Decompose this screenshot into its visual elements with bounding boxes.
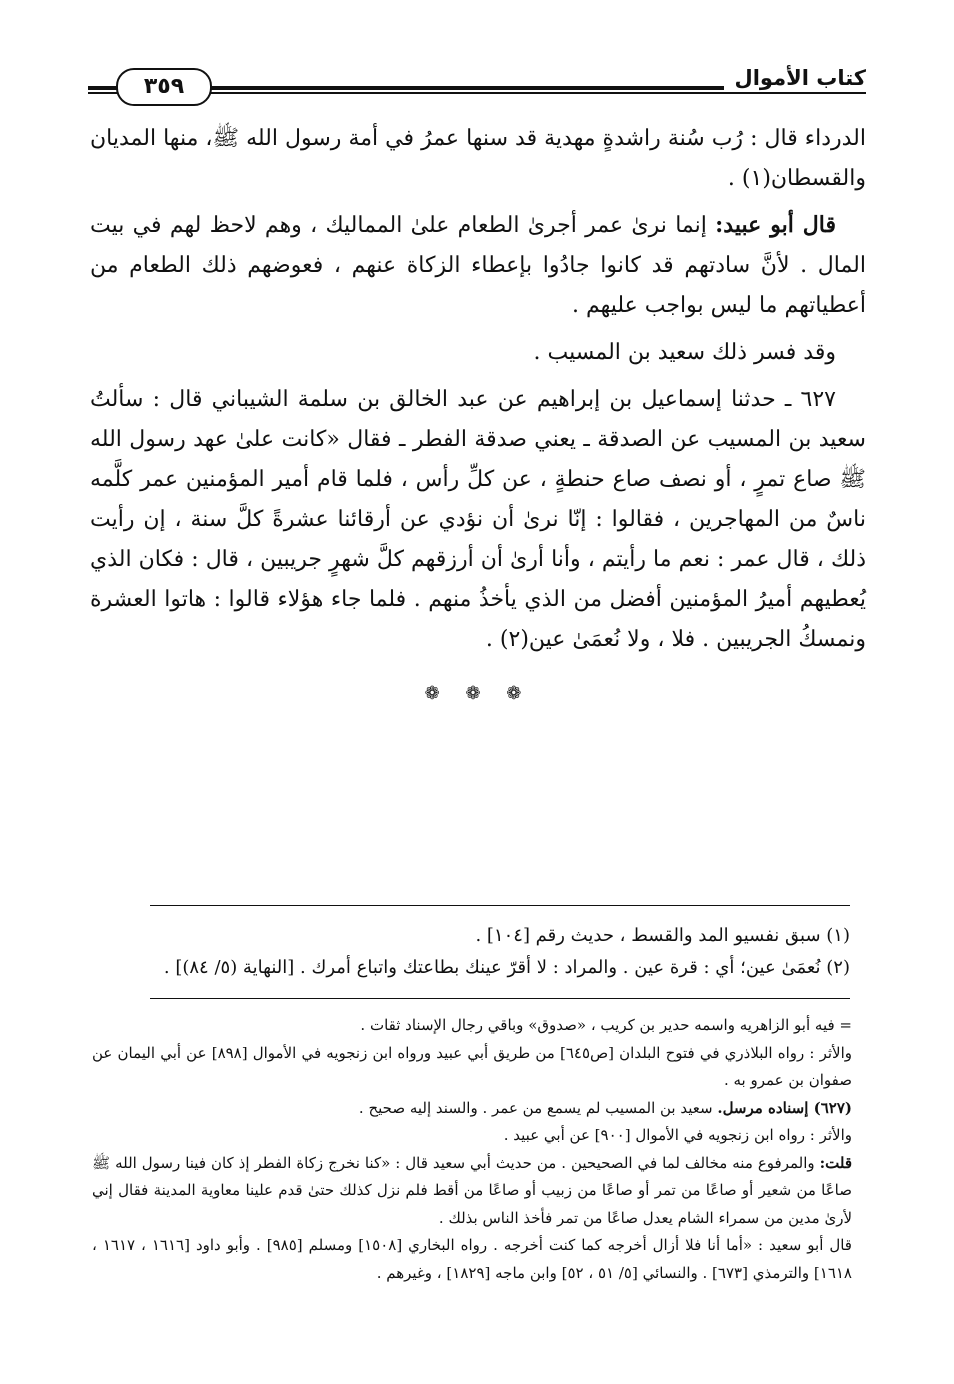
- paragraph-4: [90, 379, 866, 660]
- editor-note-2: [92, 1040, 852, 1095]
- footnote-1: (١) سبق نفسيو المد والقسط ، حديث رقم [١٠٤] .: [475, 925, 850, 946]
- editor-note-5: [92, 1150, 852, 1233]
- book-title: كتاب الأموال: [724, 66, 866, 90]
- footnote-rule: [150, 905, 850, 906]
- editor-notes-rule: [150, 998, 850, 999]
- paragraph-2: [90, 205, 866, 326]
- footnotes: [150, 920, 850, 984]
- note-text: قال أبو سعيد : «أما أنا فلا أزال أخرجه كما كنت أخرجه . رواه البخاري [١٥٠٨] ومسلم [٩٨٥] . وأبو داود [١٦١٦ ، ١٦١٧ ، ١٦١٨] والترمذي [٦٧٣] . والنسائي [٥/ ٥١ ، ٥٢] وابن ماجه [١٨٢٩] ، وغيرهم .: [92, 1236, 852, 1282]
- editor-note-1: [92, 1012, 852, 1040]
- page-number: ٣٥٩: [116, 68, 212, 106]
- editor-note-4: [92, 1122, 852, 1150]
- note-text: والمرفوع منه مخالف لما في الصحيحين . من حديث أبي سعيد قال : «كنا نخرج زكاة الفطر إذ كان فينا رسول الله ﷺ صاعًا من شعير أو صاعًا من تمر أو صاعًا من زبيب أو صاعًا من أقط فلم نزل كذلك حتىٰ قدم علينا معاوية المدينة فقال إني لأرىٰ مدين من سمراء الشام يعدل صاعًا من تمر فأخذ الناس بذلك .: [92, 1153, 852, 1227]
- paragraph-1: [90, 118, 866, 199]
- editor-note-6: [92, 1232, 852, 1287]
- paragraph-text: وقد فسر ذلك سعيد بن المسيب .: [533, 340, 836, 365]
- note-lead: (٦٢٧) إسناده مرسل.: [717, 1098, 852, 1117]
- footnote-2: (٢) نُعمَىٰ عين؛ أي : قرة عين . والمراد : لا أقرّ عينك بطاعتك واتباع أمرك . [النهاية (٥/ ٨٤)] .: [163, 957, 850, 978]
- note-lead: قلت:: [819, 1153, 852, 1172]
- paragraph-text: الدرداء قال : رُب سُنة راشدةٍ مهدية قد سنها عمرُ في أمة رسول الله ﷺ، منها المديان والقسطان(١) .: [90, 126, 866, 191]
- paragraph-text: ٦٢٧ ـ حدثنا إسماعيل بن إبراهيم عن عبد الخالق بن سلمة الشيباني قال : سألتُ سعيد بن المسيب عن الصدقة ـ يعني صدقة الفطر ـ فقال «كانت علىٰ عهد رسول الله ﷺ صاع تمرٍ ، أو نصف صاع حنطةٍ ، عن كلِّ رأس ، فلما قام أمير المؤمنين عمر كلَّمه ناسٌ من المهاجرين ، فقالوا : إنّا نرىٰ أن نؤدي عن أرقائنا عشرةً كلَّ سنة ، إن رأيت ذلك ، قال عمر : نعم ما رأيتم ، وأنا أرىٰ أن أرزقهم كلَّ شهرٍ جريبين ، قال : فكان الذي يُعطيهم أميرُ المؤمنين أفضل من الذي يأخذُ منهم . فلما جاء هؤلاء قالوا : هاتوا العشرة ونمسكُ الجريبين . فلا ، ولا نُعمَىٰ عين(٢) .: [90, 387, 866, 652]
- editor-note-3: [92, 1095, 852, 1123]
- note-text: والأثر : رواه البلاذري في فتوح البلدان [ص٦٤٥] من طريق أبي عبيد ورواه ابن زنجويه في الأموال [٨٩٨] عن أبي اليمان عن صفوان بن عمرو به .: [92, 1043, 852, 1089]
- note-text: = فيه أبو الزاهريه واسمه حدير بن كريب ، «صدوق» وباقي رجال الإسناد ثقات .: [360, 1016, 852, 1034]
- paragraph-text: إنما نرىٰ عمر أجرىٰ الطعام علىٰ المماليك ، وهم لاحظ لهم في بيت المال . لأنَّ سادتهم قد كانوا جادُوا بإعطاء الزكاة عنهم ، فعوضهم ذلك الطعام من أعطياتهم ما ليس بواجب عليهم .: [90, 213, 866, 318]
- section-separator: ❁ ❁ ❁: [424, 683, 532, 704]
- paragraph-lead: قال أبو عبيد:: [715, 212, 836, 238]
- main-text: [90, 118, 866, 714]
- paragraph-3: [90, 332, 866, 373]
- page-header: [88, 62, 866, 114]
- note-text: والأثر : رواه ابن زنجويه في الأموال [٩٠٠] عن أبي عبيد .: [503, 1126, 852, 1144]
- editor-notes: [92, 1012, 852, 1287]
- note-text: سعيد بن المسيب لم يسمع من عمر . والسند إليه صحيح .: [358, 1098, 718, 1117]
